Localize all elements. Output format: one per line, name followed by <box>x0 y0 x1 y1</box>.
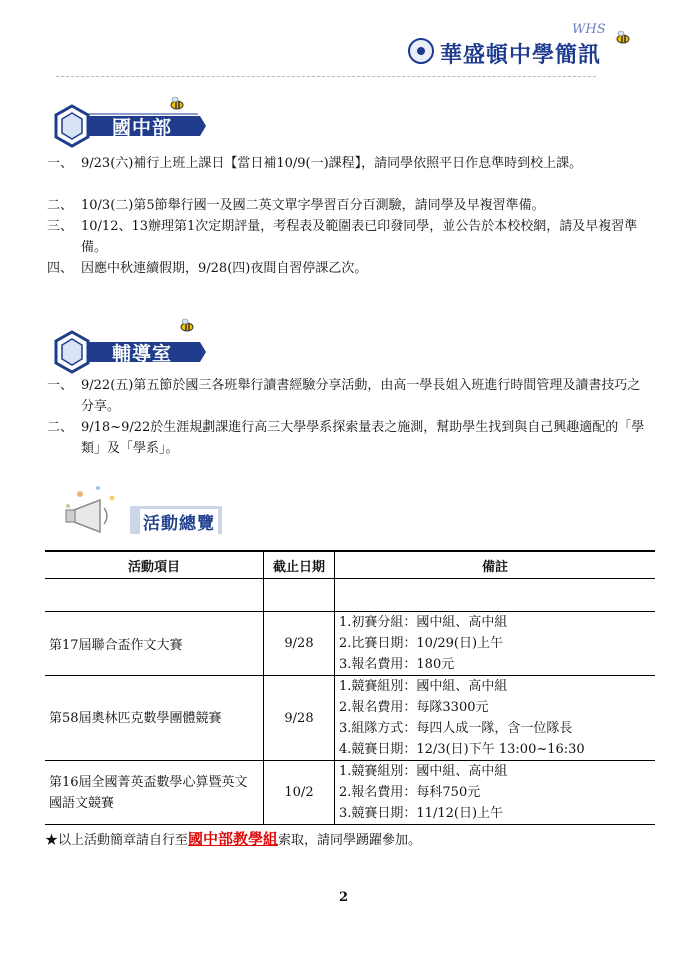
section-badge-label: 活動總覽 <box>140 509 218 534</box>
activity-name: 第17屆聯合盃作文大賽 <box>45 612 264 676</box>
list-item: 二、 9/18~9/22於生涯規劃課進行高三大學學系探索量表之施測，幫助學生找到與自己興趣適配的「學類」及「學系」。 <box>47 420 645 456</box>
section-badge-label: 國中部 <box>112 117 173 139</box>
table-row <box>45 761 655 825</box>
table-header-row <box>45 551 655 579</box>
column-header: 活動項目 <box>45 551 264 579</box>
page-number: 2 <box>339 890 349 905</box>
megaphone-icon <box>60 480 130 540</box>
activity-notes: 1.競賽組別：國中組、高中組 2.報名費用：每隊3300元 3.組隊方式：每四人成一隊，含一位隊長 4.競賽日期：12/3(日)下午 13:00~16:30 <box>335 676 656 761</box>
section-badge-junior <box>50 104 210 144</box>
header-divider <box>56 76 596 77</box>
bee-icon <box>614 30 632 44</box>
activity-name: 第58屆奧林匹克數學團體競賽 <box>45 676 264 761</box>
footnote-emphasis: 國中部教學組 <box>188 830 279 848</box>
activity-notes: 1.初賽分組：國中組、高中組 2.比賽日期：10/29(日)上午 3.報名費用：180元 <box>335 612 656 676</box>
activities-footnote: ★以上活動簡章請自行至國中部教學組索取，請同學踴躍參加。 <box>45 830 422 848</box>
masthead-title: 華盛頓中學簡訊 <box>440 43 602 68</box>
column-header: 備註 <box>335 551 656 579</box>
activity-name: 第16屆全國菁英盃數學心算暨英文國語文競賽 <box>45 761 264 825</box>
table-row <box>45 612 655 676</box>
activity-notes: 1.競賽組別：國中組、高中組 2.報名費用：每科750元 3.競賽日期：11/12(日)上午 <box>335 761 656 825</box>
section-badge-label: 輔導室 <box>112 343 173 365</box>
activity-deadline: 9/28 <box>264 676 335 761</box>
masthead-tag: WHS <box>572 22 606 37</box>
table-row <box>45 676 655 761</box>
table-row-blank <box>45 579 655 612</box>
list-item: 三、 10/12、13辦理第1次定期評量，考程表及範圍表已印發同學，並公告於本校校網，請及早複習準備。 <box>47 219 638 255</box>
school-emblem-icon <box>408 38 434 64</box>
bee-icon <box>178 318 196 332</box>
section-badge-activities <box>130 506 222 534</box>
section-badge-counseling <box>50 330 210 370</box>
list-item: 二、 10/3(二)第5節舉行國一及國二英文單字學習百分百測驗，請同學及早複習準備。 <box>47 198 545 213</box>
list-item: 一、 9/22(五)第五節於國三各班舉行讀書經驗分享活動，由高一學長姐入班進行時間管理及讀書技巧之分享。 <box>47 378 641 414</box>
activities-table <box>45 550 655 825</box>
activity-deadline: 10/2 <box>264 761 335 825</box>
bee-icon <box>168 96 186 110</box>
list-item: 一、 9/23(六)補行上班上課日【當日補10/9(一)課程】，請同學依照平日作息準時到校上課。 <box>47 156 583 171</box>
column-header: 截止日期 <box>264 551 335 579</box>
list-item: 四、 因應中秋連續假期，9/28(四)夜間自習停課乙次。 <box>47 261 368 276</box>
activity-deadline: 9/28 <box>264 612 335 676</box>
